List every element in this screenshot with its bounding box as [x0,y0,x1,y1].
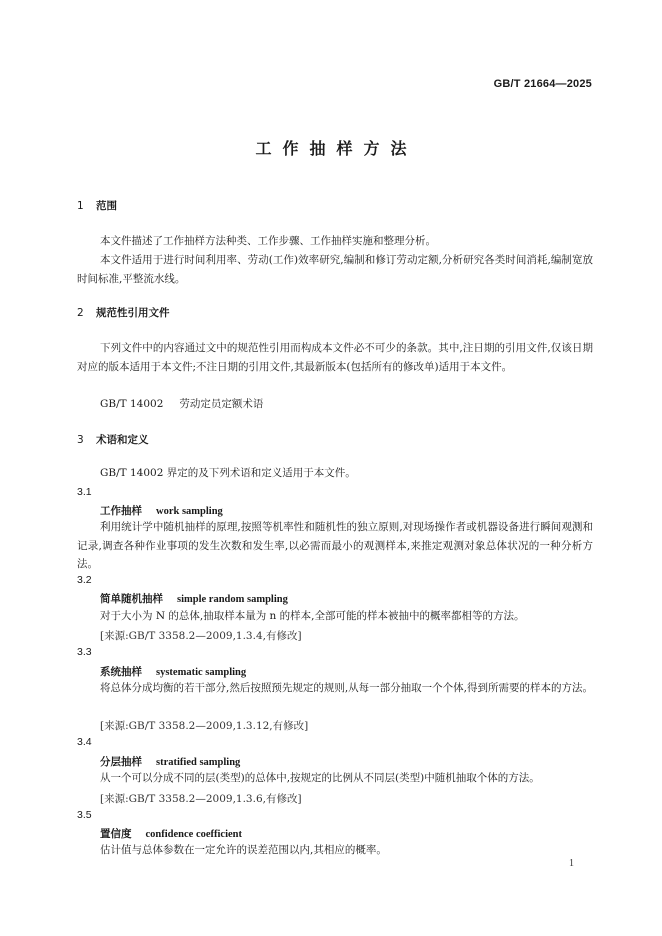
page-number: 1 [569,858,574,869]
term-en: work sampling [156,506,223,517]
reference-title: 劳动定员定额术语 [179,398,264,410]
references-paragraph: 下列文件中的内容通过文中的规范性引用而构成本文件必不可少的条款。其中,注日期的引用文件,仅该日期对应的版本适用于本文件;不注日期的引用文件,其最新版本(包括所有的修改单)适用于本文件。 [77,342,593,373]
scope-paragraph-2: 本文件适用于进行时间利用率、劳动(工作)效率研究,编制和修订劳动定额,分析研究各类时间消耗,编制宽放时间标准,平整流水线。 [77,254,593,285]
term-definition: 将总体分成均衡的若干部分,然后按照预先规定的规则,从每一部分抽取一个个体,得到所需要的样本的方法。 [100,682,594,694]
section-title: 范围 [96,200,117,212]
term-number: 3.4 [77,736,92,748]
term-source: [来源:GB/T 3358.2—2009,1.3.6,有修改] [100,793,302,805]
term-number: 3.5 [77,809,92,821]
term-en: confidence coefficient [145,829,243,840]
section-number: 2 [77,307,84,319]
term-zh: 置信度 [100,828,132,840]
section-title: 术语和定义 [96,434,149,446]
term-number: 3.1 [77,486,92,498]
term-en: stratified sampling [156,757,241,768]
term-entry-simple-random-sampling [100,591,288,606]
term-definition: 利用统计学中随机抽样的原理,按照等机率性和随机性的独立原则,对现场操作者或机器设备进行瞬间观测和记录,调查各种作业事项的发生次数和发生率,以必需而最小的观测样本,来推定观测对象总体状况的一种分析方法。 [77,521,593,570]
term-source: [来源:GB/T 3358.2—2009,1.3.12,有修改] [100,720,309,732]
term-number: 3.3 [77,646,92,658]
scope-paragraph-1: 本文件描述了工作抽样方法种类、工作步骤、工作抽样实施和整理分析。 [100,235,436,247]
term-zh: 系统抽样 [100,666,142,678]
standard-code: GB/T 21664—2025 [493,78,592,90]
term-en: systematic sampling [156,667,247,678]
section-number: 3 [77,434,84,446]
term-entry-work-sampling [100,503,223,518]
document-title: 工作抽样方法 [255,139,418,158]
term-source: [来源:GB/T 3358.2—2009,1.3.4,有修改] [100,630,302,642]
term-zh: 简单随机抽样 [100,593,163,605]
term-definition: 从一个可以分成不同的层(类型)的总体中,按规定的比例从不同层(类型)中随机抽取个体的方法。 [100,772,540,784]
term-entry-confidence-coefficient [100,826,242,841]
term-number: 3.2 [77,574,92,586]
term-en: simple random sampling [177,594,288,605]
section-heading-terms [77,432,149,447]
term-entry-systematic-sampling [100,664,246,679]
term-zh: 工作抽样 [100,505,142,517]
section-heading-normative-references [77,305,170,320]
section-heading-scope [77,198,117,213]
reference-item [100,396,263,411]
section-number: 1 [77,200,84,212]
term-definition: 对于大小为 N 的总体,抽取样本量为 n 的样本,全部可能的样本被抽中的概率都相等的方法。 [100,610,525,622]
terms-intro-paragraph: GB/T 14002 界定的及下列术语和定义适用于本文件。 [100,467,356,479]
term-definition: 估计值与总体参数在一定允许的误差范围以内,其相应的概率。 [100,844,387,856]
term-entry-stratified-sampling [100,754,240,769]
term-zh: 分层抽样 [100,756,142,768]
section-title: 规范性引用文件 [96,307,170,319]
reference-code: GB/T 14002 [100,398,164,410]
